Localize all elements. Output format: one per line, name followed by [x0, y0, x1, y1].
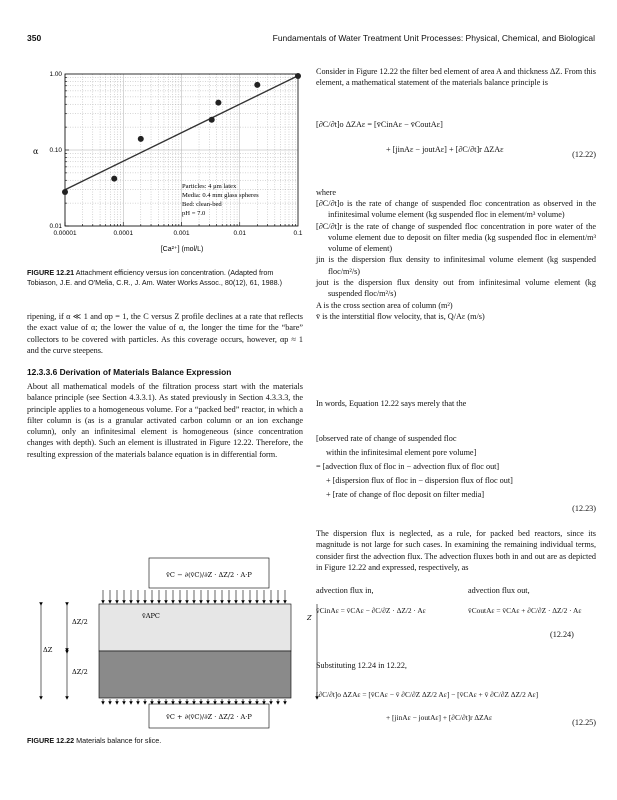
where-label: where: [316, 188, 337, 197]
flux-out-label: advection flux out,: [468, 586, 530, 595]
def-jout: jout is the dispersion flux density out from infinitesimal volume element (kg suspended floc/m²/s): [316, 278, 596, 299]
eq-12-23-line-4: + [dispersion flux of floc in − dispersion flux of floc out]: [326, 476, 513, 485]
equation-12-22: [316, 120, 596, 159]
figure-12-22-caption: [27, 736, 303, 746]
section-heading: 12.3.3.6 Derivation of Materials Balance Expression: [27, 367, 232, 377]
eq-12-25-line-1: [∂C/∂t]o ΔZAε = [v̄CAε − v̄ ∂C/∂Z ΔZ/2 Aε] − [v̄CAε + v̄ ∂C/∂Z ΔZ/2 Aε]: [316, 690, 539, 699]
eq-12-25-number: (12.25): [572, 718, 596, 727]
data-point: [138, 136, 144, 142]
data-point: [254, 82, 260, 88]
y-tick-label: 0.01: [49, 223, 62, 230]
arrows-top: [103, 590, 285, 602]
slice-upper: [99, 604, 291, 651]
left-para-2: About all mathematical models of the filtration process start with the materials balance principle (see Section 4.3.3.1). As stated previously in Section 4.3.3.3, the principle applies to a homogeneous volume. For a “packed bed” reactor, in which a filter column is (as is a granular activated carbon column or an ion exchange column), only an infinitesimal element is homogeneous (since concentration changes with depth). Such an element is illustrated in Figure 12.22. Therefore, the resulting expression of the materials balance equation is in differential form.: [27, 382, 303, 459]
data-point: [215, 100, 221, 106]
equation-12-23: [316, 432, 596, 516]
eq-12-23-line-2: within the infinitesimal element pore volume]: [326, 448, 477, 457]
eq-12-23-line-5: + [rate of change of floc deposit on filter media]: [326, 490, 485, 499]
chart-ticks: [50, 71, 303, 237]
mid-label: v̄APC: [142, 612, 160, 620]
substituting-text: Substituting 12.24 in 12.22,: [316, 661, 407, 670]
figure-12-21-chart: [27, 62, 307, 262]
chart-legend: [182, 183, 259, 217]
caption-label: FIGURE 12.21: [27, 268, 75, 277]
right-para-3: The dispersion flux is neglected, as a rule, for packed bed reactors, since its magnitude is not large for such cases. In examining the remaining individual terms, consider first the advection flux. The advection fluxes both in and out are as depicted in Figure 12.22 and expressed, respectively, as: [316, 529, 596, 572]
data-point: [209, 117, 215, 123]
eq-12-22-number: (12.22): [572, 150, 596, 159]
top-flux-label: v̄C − ∂(v̄C)/∂Z · ΔZ/2 · A·P: [166, 571, 252, 579]
dz-half-upper-label: ΔZ/2: [72, 618, 88, 626]
x-tick-label: 0.0001: [113, 230, 134, 237]
z-label: Z: [307, 614, 312, 622]
page-number: 350: [27, 33, 42, 43]
def-area: A is the cross section area of column (m²): [316, 300, 453, 310]
def-dcdt-o: [∂C/∂t]o is the rate of change of suspended floc concentration as observed in the infinitesimal volume element (kg suspended floc in element/m³ volume): [316, 199, 596, 220]
legend-line-3: Bed: clean-bed: [182, 201, 222, 208]
right-para-1: Consider in Figure 12.22 the filter bed element of area A and thickness ΔZ. From this element, a mathematical statement of the materials balance principle is: [316, 67, 596, 88]
caption-text-22: Materials balance for slice.: [76, 736, 162, 745]
caption-text: Attachment efficiency versus ion concentration. (Adapted from Tobiason, J.E. and O'Melia, C.R., J. Am. Water Works Assoc., 80(12), 61, 1988.): [27, 268, 283, 287]
page-header: [27, 33, 595, 47]
eq-12-25-line-2: + [jinAε − joutAε] + [∂C/∂t]r ΔZAε: [386, 713, 493, 722]
arrows-bottom: [103, 699, 285, 703]
y-tick-label: 1.00: [49, 71, 62, 78]
y-axis-label: α: [33, 147, 39, 156]
eq-12-24-in: v̄CinAε = v̄CAε − ∂C/∂Z · ΔZ/2 · Aε: [316, 606, 426, 615]
figure-12-21-caption: [27, 268, 303, 288]
running-title: Fundamentals of Water Treatment Unit Processes: Physical, Chemical, and Biological: [272, 33, 595, 43]
def-velocity: v̄ is the interstitial flow velocity, that is, Q/Aε (m/s): [316, 311, 485, 321]
x-tick-label: 0.001: [173, 230, 190, 237]
eq-12-24-out: v̄CoutAε = v̄CAε + ∂C/∂Z · ΔZ/2 · Aε: [468, 606, 582, 615]
eq-12-23-line-3: = [advection flux of floc in − advection flux of floc out]: [316, 462, 500, 471]
eq-12-22-line-1: [∂C/∂t]o ΔZAε = [v̄CinAε − v̄CoutAε]: [316, 120, 443, 129]
x-axis-label: [Ca²⁺] (mol/L): [160, 246, 204, 253]
dz-label: ΔZ: [43, 646, 53, 654]
definitions-list: [316, 198, 596, 322]
left-para-1: ripening, if α ≪ 1 and αp = 1, the C versus Z profile declines at a rate that reflects the exact value of α; the lower the value of α, the longer the time for the “bare” collectors to be covered with particles. As this coverage occurs, however, αp ≈ 1 and the curve steepens.: [27, 312, 303, 355]
def-jin: jin is the dispersion flux density to infinitesimal volume element (kg suspended floc/m²/s): [316, 255, 596, 276]
legend-line-4: pH = 7.0: [182, 210, 206, 217]
flux-in-label: advection flux in,: [316, 586, 374, 595]
x-tick-label: 0.01: [233, 230, 246, 237]
def-dcdt-r: [∂C/∂t]r is the rate of change of suspended floc concentration in pore water of the volume element due to deposit on filter media (kg suspended floc in element/m³ volume of element): [316, 221, 596, 254]
figure-12-22-diagram: [27, 552, 337, 732]
caption-label-22: FIGURE 12.22: [27, 736, 75, 745]
legend-line-1: Particles: 4 μm latex: [182, 183, 237, 190]
dz-half-lower-label: ΔZ/2: [72, 668, 88, 676]
equation-12-25: [316, 690, 596, 727]
slice-lower: [99, 651, 291, 698]
bottom-flux-label: v̄C + ∂(v̄C)/∂Z · ΔZ/2 · A·P: [166, 713, 252, 721]
right-para-2: In words, Equation 12.22 says merely that the: [316, 399, 467, 408]
x-tick-label: 0.00001: [53, 230, 77, 237]
x-tick-label: 0.1: [293, 230, 303, 237]
eq-12-23-line-1: [observed rate of change of suspended floc: [316, 434, 457, 443]
data-point: [295, 73, 301, 79]
eq-12-22-line-2: + [jinAε − joutAε] + [∂C/∂t]r ΔZAε: [386, 145, 504, 154]
data-point: [62, 189, 68, 195]
eq-12-23-number: (12.23): [572, 504, 596, 513]
legend-line-2: Media: 0.4 mm glass spheres: [182, 192, 259, 199]
y-tick-label: 0.10: [49, 147, 62, 154]
data-point: [111, 176, 117, 182]
eq-12-24-number: (12.24): [550, 630, 574, 639]
